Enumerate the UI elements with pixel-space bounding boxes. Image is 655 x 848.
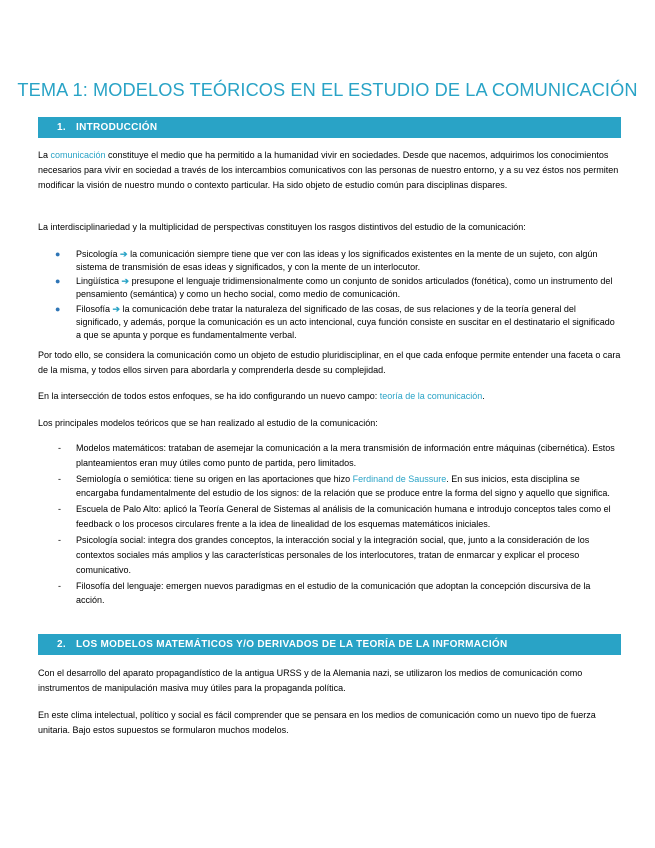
document-title: TEMA 1: MODELOS TEÓRICOS EN EL ESTUDIO DE LA COMUNICACIÓN [17,80,638,100]
list-item-psicologia [38,248,621,274]
intro-rest: constituye el medio que ha permitido a la humanidad vivir en sociedades. Desde que nacemos, adquirimos los conocimientos necesarios para vivir en sociedad a través de los intercambios comunicativos con las personas de nuestro entorno, y a su vez éstos nos permiten modificar la visión de nuestro mundo o contexto particular. Ha sido objeto de estudio común para disciplinas dispares. [38,150,619,190]
item-text-post: . En sus inicios, esta disciplina se encargaba fundamentalmente del estudio de los signos: de la relación que se produce entre la forma del signo y aquello que significa. [76,473,610,499]
disciplines-list [38,248,621,343]
item-text: Psicología social: integra dos grandes conceptos, la interacción social y la integración social, que, junto a la consideración de los contextos sociales más amplios y las características personales de los interlocutores, tratan de enmarcar y explicar el proceso comunicativo. [76,535,590,575]
arrow-right-icon: ➔ [112,303,121,314]
item-term: Lingüística [76,276,120,287]
section-number: 1. [57,122,66,133]
dash-marker: - [58,504,61,515]
dash-marker: - [58,535,61,546]
list-item-filosofia-lenguaje [38,579,621,609]
bullet-icon: ● [55,276,61,287]
list-item-palo-alto [38,502,621,532]
bullet-icon: ● [55,303,61,314]
propaganda-paragraph: Con el desarrollo del aparato propagandístico de la antigua URSS y de la Alemania nazi, se utilizaron los medios de comunicación como instrumentos de manipulación masiva muy útiles para la propaganda política. [38,668,583,693]
dash-marker: - [58,580,61,591]
item-text: la comunicación siempre tiene que ver con las ideas y los significados existentes en la mente de un sujeto, con algún sistema de transmisión de esas ideas y significados, y con la mente de un interlocutor. [76,249,598,272]
saussure-link[interactable]: Ferdinand de Saussure [352,473,447,484]
item-text: Modelos matemáticos: trataban de asemejar la comunicación a la mera transmisión de información entre máquinas (cibernética). Estos planteamientos eran muy útiles como punto de partida, pero limitados. [76,443,615,468]
intro-pre: La [38,150,51,160]
intersection-paragraph [38,389,621,404]
section-heading-modelos-matematicos [38,634,621,655]
item-text-pre: Semiología o semiótica: tiene su origen en las aportaciones que hizo [76,473,353,484]
intersection-pre: En la intersección de todos estos enfoques, se ha ido configurando un nuevo campo: [38,391,380,401]
list-item-filosofia [38,303,621,341]
interdisciplinary-paragraph: La interdisciplinariedad y la multiplicidad de perspectivas constituyen los rasgos distintivos del estudio de la comunicación: [38,222,526,232]
list-item-linguistica [38,275,621,301]
climate-paragraph: En este clima intelectual, político y social es fácil comprender que se pensara en los medios de comunicación como un nuevo tipo de fuerza unitaria. Bajo estos supuestos se formularon muchos modelos. [38,710,596,735]
item-text: la comunicación debe tratar la naturaleza del significado de las cosas, de sus relaciones y de la teoría general del significado, y además, porque la comunicación es un acto intencional, cuya función consiste en suscitar en el destinatario el significado a que se apunta y porque es fundamentalmente verbal. [76,303,615,340]
arrow-right-icon: ➔ [120,249,128,259]
section-title: LOS MODELOS MATEMÁTICOS Y/O DERIVADOS DE LA TEORÍA DE LA INFORMACIÓN [76,639,508,650]
arrow-right-icon: ➔ [121,276,130,287]
section-title: INTRODUCCIÓN [76,122,158,133]
multidisciplinary-paragraph: Por todo ello, se considera la comunicación como un objeto de estudio pluridisciplinar, en el que cada enfoque permite entender una faceta o cara de la misma, y todos ellos sirven para abordarla y comprenderla desde su complejidad. [38,350,621,375]
item-text: Escuela de Palo Alto: aplicó la Teoría General de Sistemas al análisis de la comunicación humana e introdujo conceptos tales como el feedback o los procesos circulares frente a la idea de linealidad de los esquemas matemáticos iniciales. [76,504,611,530]
list-item-modelos-matematicos [38,441,621,471]
item-text: presupone el lenguaje tridimensionalmente como un conjunto de sonidos articulados (fonética), como un instrumento del pensamiento (semántica) y como un hecho social, como medio de comunicación. [76,276,613,300]
section-heading-introduccion [38,117,621,138]
teoria-comunicacion-link[interactable]: teoría de la comunicación [379,391,483,401]
list-item-semiologia [38,472,621,502]
intro-paragraph [38,148,621,193]
comunicacion-link[interactable]: comunicación [50,150,106,160]
models-intro-paragraph: Los principales modelos teóricos que se han realizado al estudio de la comunicación: [38,418,378,428]
models-list [38,441,621,609]
list-item-psicologia-social [38,533,621,577]
intersection-post: . [482,391,485,401]
section-number: 2. [57,639,66,650]
dash-marker: - [58,443,61,453]
item-text: Filosofía del lenguaje: emergen nuevos paradigmas en el estudio de la comunicación que adoptan la concepción discursiva de la acción. [76,580,591,606]
item-term: Psicología [76,249,118,259]
bullet-icon: ● [55,249,61,259]
item-term: Filosofía [76,303,111,314]
dash-marker: - [58,473,61,484]
